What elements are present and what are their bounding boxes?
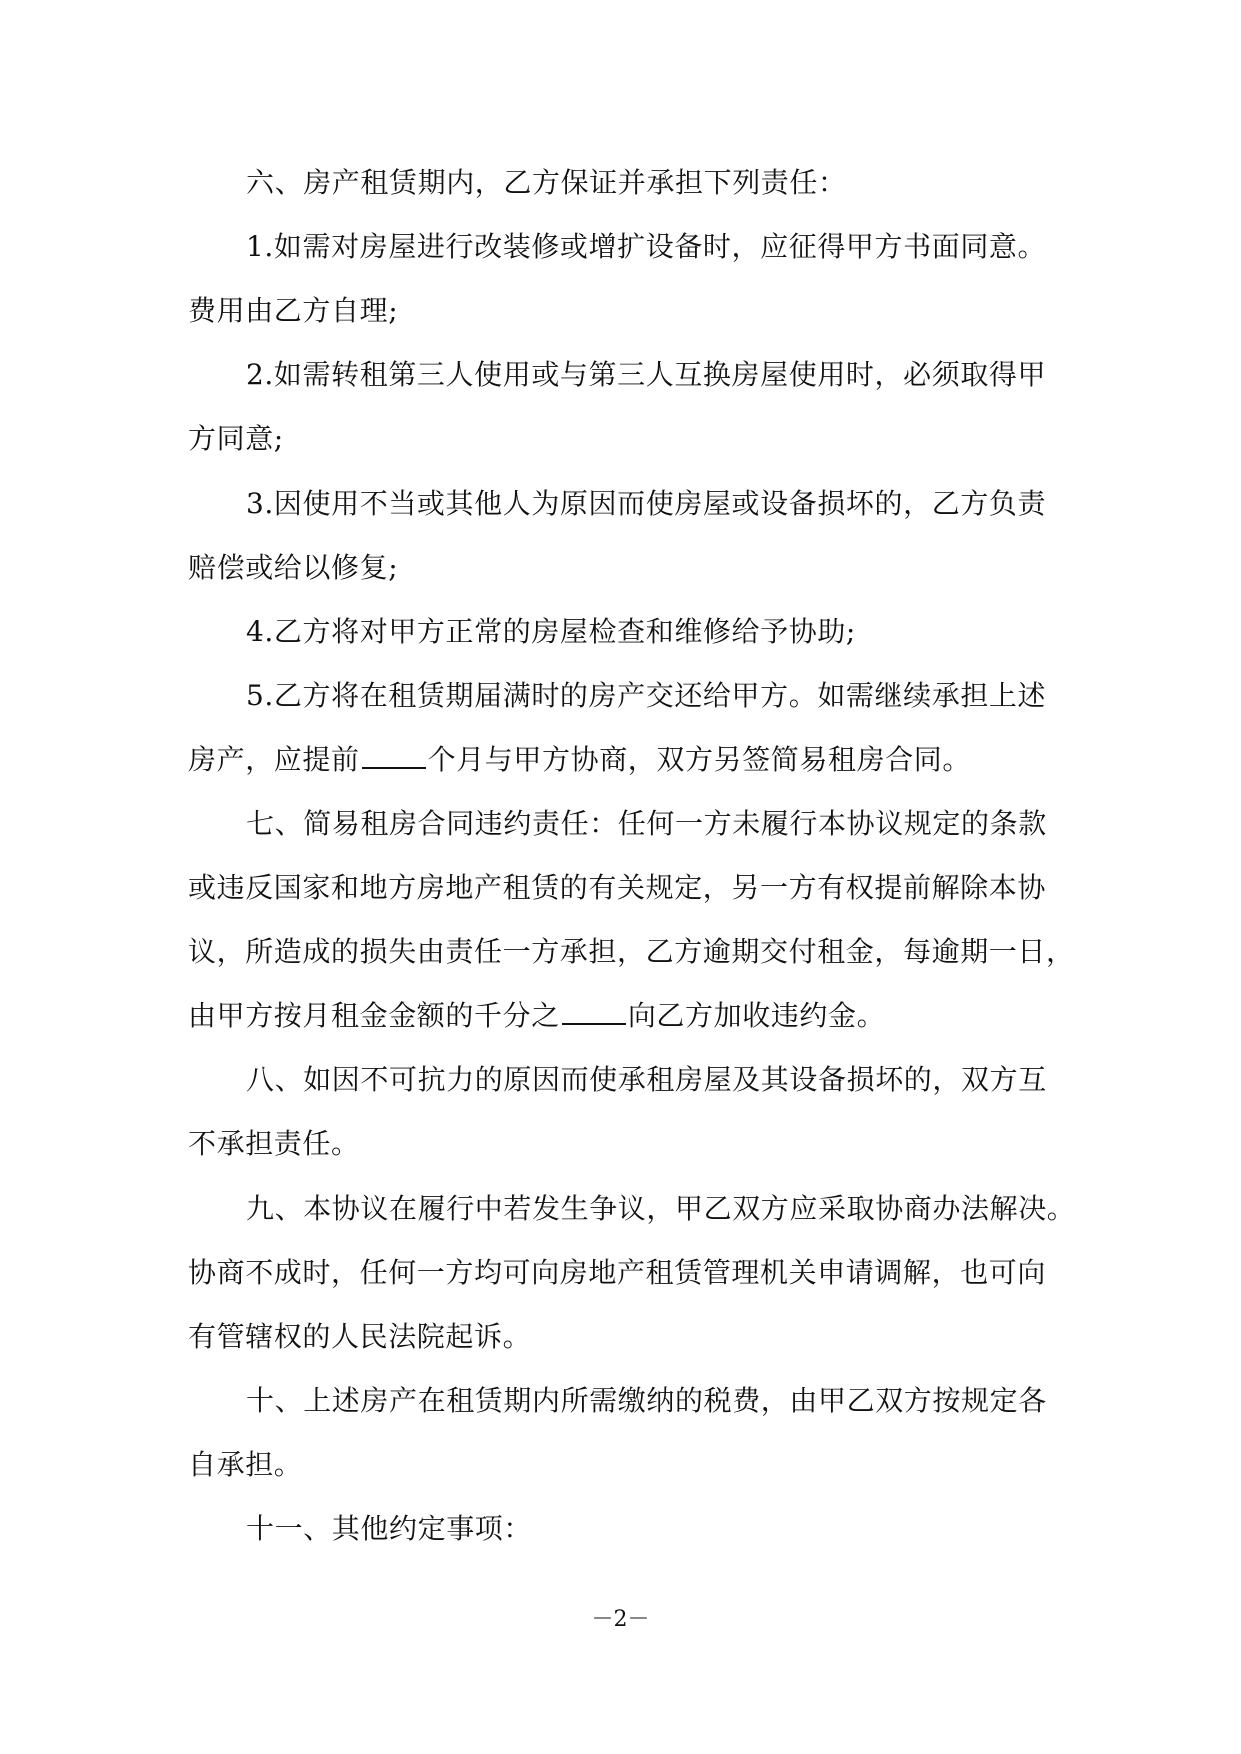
clause-10-line-2: 自承担。 xyxy=(188,1448,303,1481)
clause-6-5-text-before-blank: 房产，应提前 xyxy=(188,743,360,776)
months-blank-field[interactable] xyxy=(362,745,426,769)
clause-7-line-4 xyxy=(188,996,885,1036)
clause-7-line-3: 议，所造成的损失由责任一方承担，乙方逾期交付租金，每逾期一日， xyxy=(188,935,1075,968)
clause-9-line-2: 协商不成时，任何一方均可向房地产租赁管理机关申请调解，也可向 xyxy=(188,1256,1047,1289)
clause-6-2-line-1: 2.如需转租第三人使用或与第三人互换房屋使用时，必须取得甲 xyxy=(246,358,1047,391)
clause-6-3-line-2: 赔偿或给以修复; xyxy=(188,551,399,584)
clause-6-heading: 六、房产租赁期内，乙方保证并承担下列责任： xyxy=(246,166,847,199)
clause-6-5-line-2 xyxy=(188,740,971,780)
clause-7-text-before-blank: 由甲方按月租金金额的千分之 xyxy=(188,999,560,1032)
page-number: －2－ xyxy=(591,1607,650,1632)
clause-7-line-1: 七、简易租房合同违约责任：任何一方未履行本协议规定的条款 xyxy=(246,807,1047,840)
clause-6-3-line-1: 3.因使用不当或其他人为原因而使房屋或设备损坏的，乙方负责 xyxy=(246,487,1047,520)
clause-10-line-1: 十、上述房产在租赁期内所需缴纳的税费，由甲乙双方按规定各 xyxy=(246,1384,1047,1417)
clause-7-text-after-blank: 向乙方加收违约金。 xyxy=(627,999,886,1032)
clause-9-line-1: 九、本协议在履行中若发生争议，甲乙双方应采取协商办法解决。 xyxy=(246,1192,1076,1225)
clause-7-line-2: 或违反国家和地方房地产租赁的有关规定，另一方有权提前解除本协 xyxy=(188,871,1047,904)
clause-9-line-3: 有管辖权的人民法院起诉。 xyxy=(188,1320,532,1353)
clause-6-1-line-1: 1.如需对房屋进行改装修或增扩设备时，应征得甲方书面同意。 xyxy=(246,230,1047,263)
clause-6-1-line-2: 费用由乙方自理; xyxy=(188,294,399,327)
clause-8-line-1: 八、如因不可抗力的原因而使承租房屋及其设备损坏的，双方互 xyxy=(246,1063,1047,1096)
clause-11-heading: 十一、其他约定事项： xyxy=(246,1512,533,1545)
clause-6-5-line-1: 5.乙方将在租赁期届满时的房产交还给甲方。如需继续承担上述 xyxy=(246,679,1047,712)
clause-6-5-text-after-blank: 个月与甲方协商，双方另签简易租房合同。 xyxy=(427,743,972,776)
penalty-rate-blank-field[interactable] xyxy=(562,1001,626,1025)
clause-8-line-2: 不承担责任。 xyxy=(188,1127,360,1160)
clause-6-2-line-2: 方同意; xyxy=(188,422,284,455)
clause-6-4: 4.乙方将对甲方正常的房屋检查和维修给予协助; xyxy=(246,615,856,648)
